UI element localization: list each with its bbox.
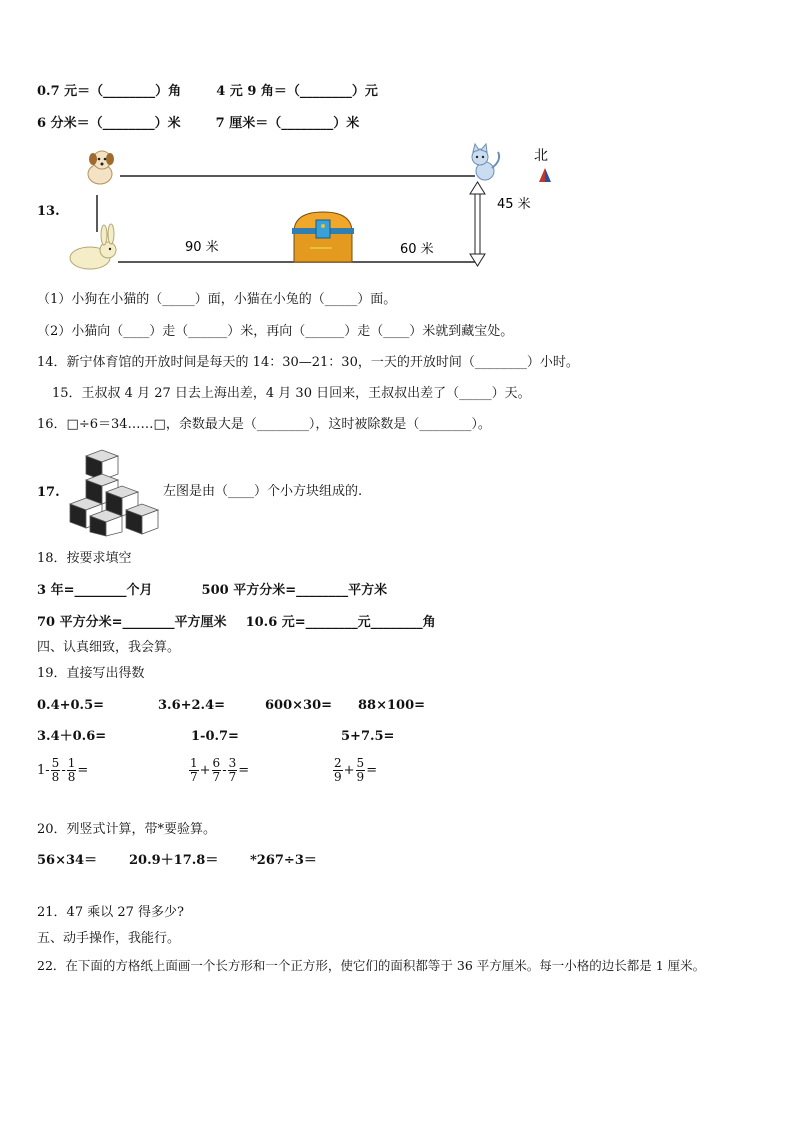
rabbit-icon (70, 224, 116, 269)
q13-map (60, 140, 580, 280)
q17-number: 17. (37, 485, 60, 500)
distance-45-arrow (470, 182, 485, 266)
conversion-decimeter-meter: 6 分米＝（________）米 (37, 116, 181, 131)
q13-sub1: （1）小狗在小猫的（_____）面，小猫在小兔的（_____）面。 (37, 292, 397, 307)
cat-icon (472, 144, 499, 180)
q19-item: 88×100= (358, 698, 426, 713)
cube-stack-icon (66, 448, 162, 538)
q13-number: 13. (37, 204, 60, 219)
q18-row2 (37, 615, 436, 631)
q13-sub2: （2）小猫向（____）走（______）米，再向（______）走（____）米就到藏宝处。 (37, 324, 514, 339)
q21-text: 21．47 乘以 27 得多少? (37, 905, 184, 920)
distance-90-label: 90 米 (185, 240, 219, 255)
q18-title: 18．按要求填空 (37, 551, 132, 566)
q18-years-months: 3 年=________个月 (37, 583, 153, 598)
section-four-title: 四、认真细致，我会算。 (37, 640, 181, 655)
q14-text: 14．新宁体育馆的开放时间是每天的 14：30—21：30，一天的开放时间（________）小时。 (37, 355, 579, 370)
q18-sq-dm-to-sq-cm: 70 平方分米=________平方厘米 (37, 615, 227, 630)
treasure-chest-icon (292, 212, 354, 262)
conversion-row-2 (37, 116, 359, 132)
q19-fraction-1: 1- $\frac{5}{8}$ - $\frac{1}{8}$ = (37, 756, 89, 784)
q19-item: 5+7.5= (341, 729, 395, 744)
dog-icon (88, 151, 114, 184)
q15-text: 15．王叔叔 4 月 27 日去上海出差，4 月 30 日回来，王叔叔出差了（_____）天。 (52, 386, 531, 401)
conversion-centimeter-meter: 7 厘米＝（________）米 (215, 116, 360, 131)
q16-text: 16．□÷6＝34……□，余数最大是（________），这时被除数是（________）。 (37, 417, 491, 432)
q18-sq-dm-to-sq-m: 500 平方分米=________平方米 (201, 583, 388, 598)
conversion-row-1 (37, 84, 378, 100)
conversion-yuan-jiao-to-yuan: 4 元 9 角＝（________）元 (216, 84, 378, 99)
q19-fraction-2: $\frac{1}{7}$ + $\frac{6}{7}$ - $\frac{3}{7}$ = (190, 756, 250, 784)
q20-title: 20．列竖式计算，带*要验算。 (37, 822, 217, 837)
q20-item: 56×34＝ (37, 853, 98, 868)
north-arrow-icon (539, 168, 551, 182)
q19-item: 3.6+2.4= (158, 698, 226, 713)
q19-title: 19．直接写出得数 (37, 666, 145, 681)
q19-item: 3.4＋0.6= (37, 729, 107, 744)
q19-item: 600×30= (265, 698, 333, 713)
north-label: 北 (534, 148, 548, 164)
q18-row1 (37, 583, 387, 599)
distance-45-label: 45 米 (497, 197, 531, 212)
distance-60-label: 60 米 (400, 242, 434, 257)
q20-item: 20.9＋17.8＝ (129, 853, 219, 868)
q19-item: 0.4+0.5= (37, 698, 105, 713)
section-five-title: 五、动手操作，我能行。 (37, 931, 181, 946)
q18-yuan-jiao: 10.6 元=________元________角 (245, 615, 436, 630)
q22-text: 22．在下面的方格纸上面画一个长方形和一个正方形，使它们的面积都等于 36 平方厘米。每一小格的边长都是 1 厘米。 (37, 958, 706, 973)
q19-fraction-3: $\frac{2}{9}$ + $\frac{5}{9}$ = (334, 756, 378, 784)
q19-item: 1-0.7= (191, 729, 239, 744)
q17-text: 左图是由（____）个小方块组成的. (163, 484, 363, 499)
conversion-yuan-jiao: 0.7 元＝（________）角 (37, 84, 182, 99)
q20-item: *267÷3＝ (250, 853, 317, 868)
